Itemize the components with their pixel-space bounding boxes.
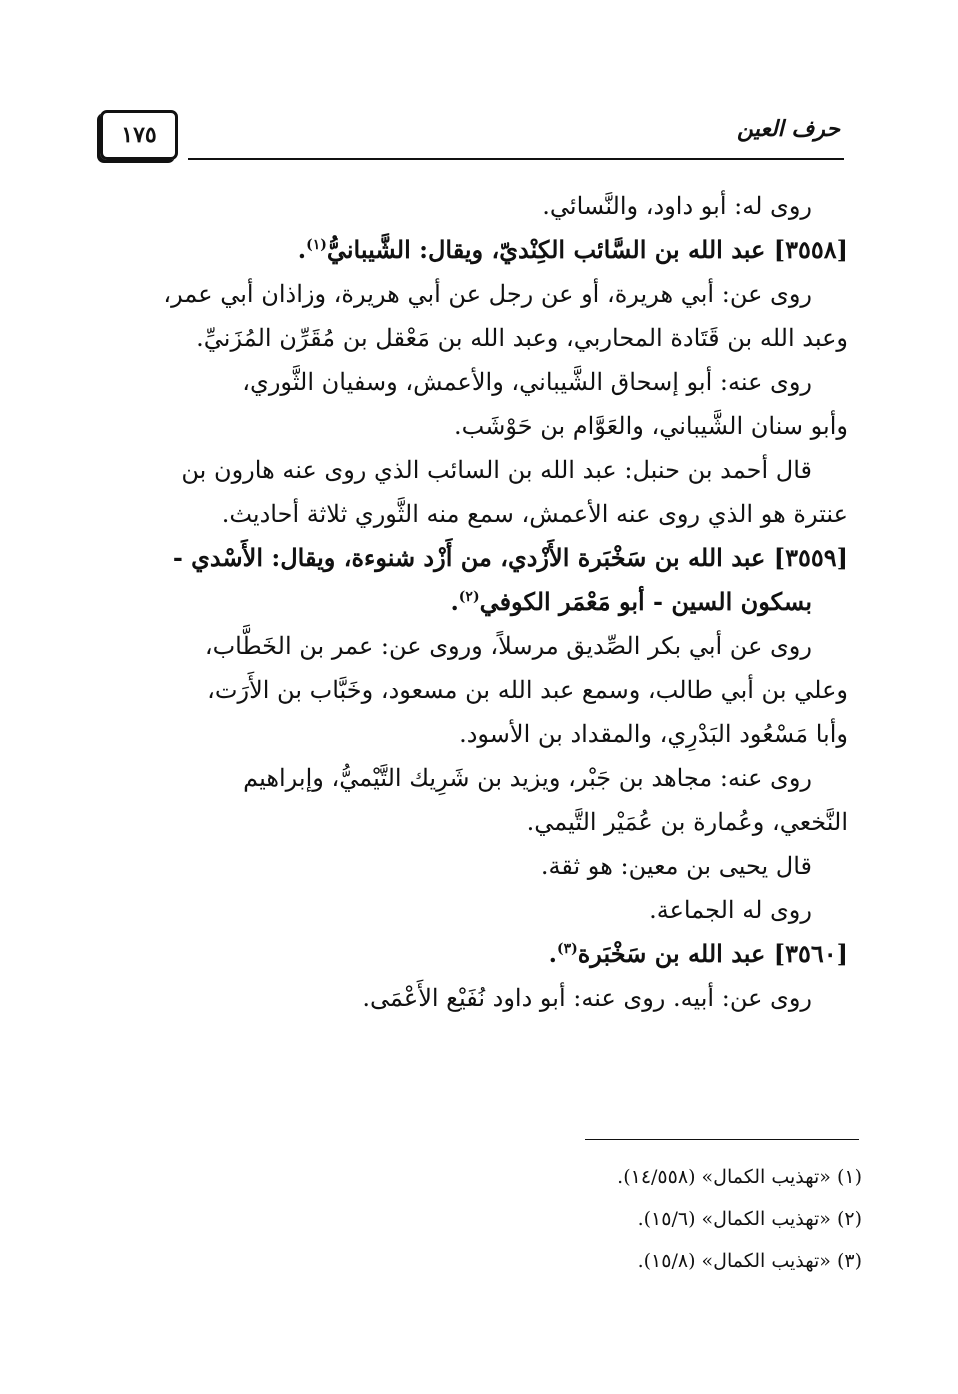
entry-heading-3558: [٣٥٥٨] عبد الله بن السَّائب الكِنْديّ، ويقال: الشَّيبانيُّ$^{(١)}$. [297, 235, 848, 264]
text-line: روى عنه: أبو إسحاق الشَّيباني، والأعمش، وسفيان الثَّوري، [242, 368, 812, 396]
footnote-1: (١) «تهذيب الكمال» (١٤/٥٥٨). [617, 1166, 862, 1188]
page-header [96, 108, 844, 160]
page-number-box [100, 110, 178, 160]
text-line: روى عن: أبي هريرة، أو عن رجل عن أبي هريرة، وزاذان أبي عمر، [163, 280, 812, 308]
footnote-marker: (٢) [458, 589, 480, 605]
text-line: عنترة هو الذي روى عنه الأعمش، سمع منه الثَّوري ثلاثة أحاديث. [221, 500, 848, 528]
header-rule [188, 158, 844, 160]
text-line: قال يحيى بن معين: هو ثقة. [540, 852, 812, 880]
entry-heading-3560: [٣٥٦٠] عبد الله بن سَخْبَرة$^{(٣)}$. [548, 939, 848, 968]
footnote-rule [585, 1139, 859, 1140]
text-line: وعلي بن أبي طالب، وسمع عبد الله بن مسعود، وخَبَّاب بن الأَرَت، [207, 676, 848, 704]
entry-heading-3559-cont: بسكون السين - أبو مَعْمَر الكوفي$^{(٢)}$. [450, 587, 812, 616]
footnote-2: (٢) «تهذيب الكمال» (١٥/٦). [637, 1208, 862, 1230]
footnote-marker: (٣) [556, 941, 578, 957]
text-line: قال أحمد بن حنبل: عبد الله بن السائب الذي روى عنه هارون بن [181, 456, 812, 484]
text-line: النَّخعي، وعُمارة بن عُمَيْر التَّيمي. [526, 808, 848, 836]
text-line: وأبو سنان الشَّيباني، والعَوَّام بن حَوْشَب. [454, 412, 848, 440]
footnote-marker: (١) [306, 237, 327, 253]
text-line: روى له الجماعة. [649, 896, 812, 924]
text-line: روى عن أبي بكر الصِّديق مرسلاً، وروى عن: عمر بن الخَطَّاب، [204, 632, 812, 660]
running-title: حرف العين [736, 116, 840, 142]
text-line: روى له: أبو داود، والنَّسائي. [542, 192, 812, 220]
footnote-3: (٣) «تهذيب الكمال» (١٥/٨). [637, 1250, 862, 1272]
text-line: وأبا مَسْعُود البَدْرِي، والمقداد بن الأسود. [459, 720, 848, 748]
page-body [108, 184, 848, 1020]
text-line: وعبد الله بن قَتَادة المحاربي، وعبد الله بن مَعْقل بن مُقَرِّن المُزَنيِّ. [196, 324, 848, 352]
entry-heading-3559: [٣٥٥٩] عبد الله بن سَخْبَرة الأَزْدي، من أَزْد شنوءة، ويقال: الأَسْدي - [172, 543, 848, 572]
page-number: ١٧٥ [121, 122, 157, 148]
text-line: روى عنه: مجاهد بن جَبْر، ويزيد بن شَرِيك التَّيْميُّ، وإبراهيم [243, 764, 812, 792]
footnotes [462, 1156, 862, 1282]
text-line: روى عن: أبيه. روى عنه: أبو داود نُفَيْع الأَعْمَى. [362, 984, 812, 1012]
